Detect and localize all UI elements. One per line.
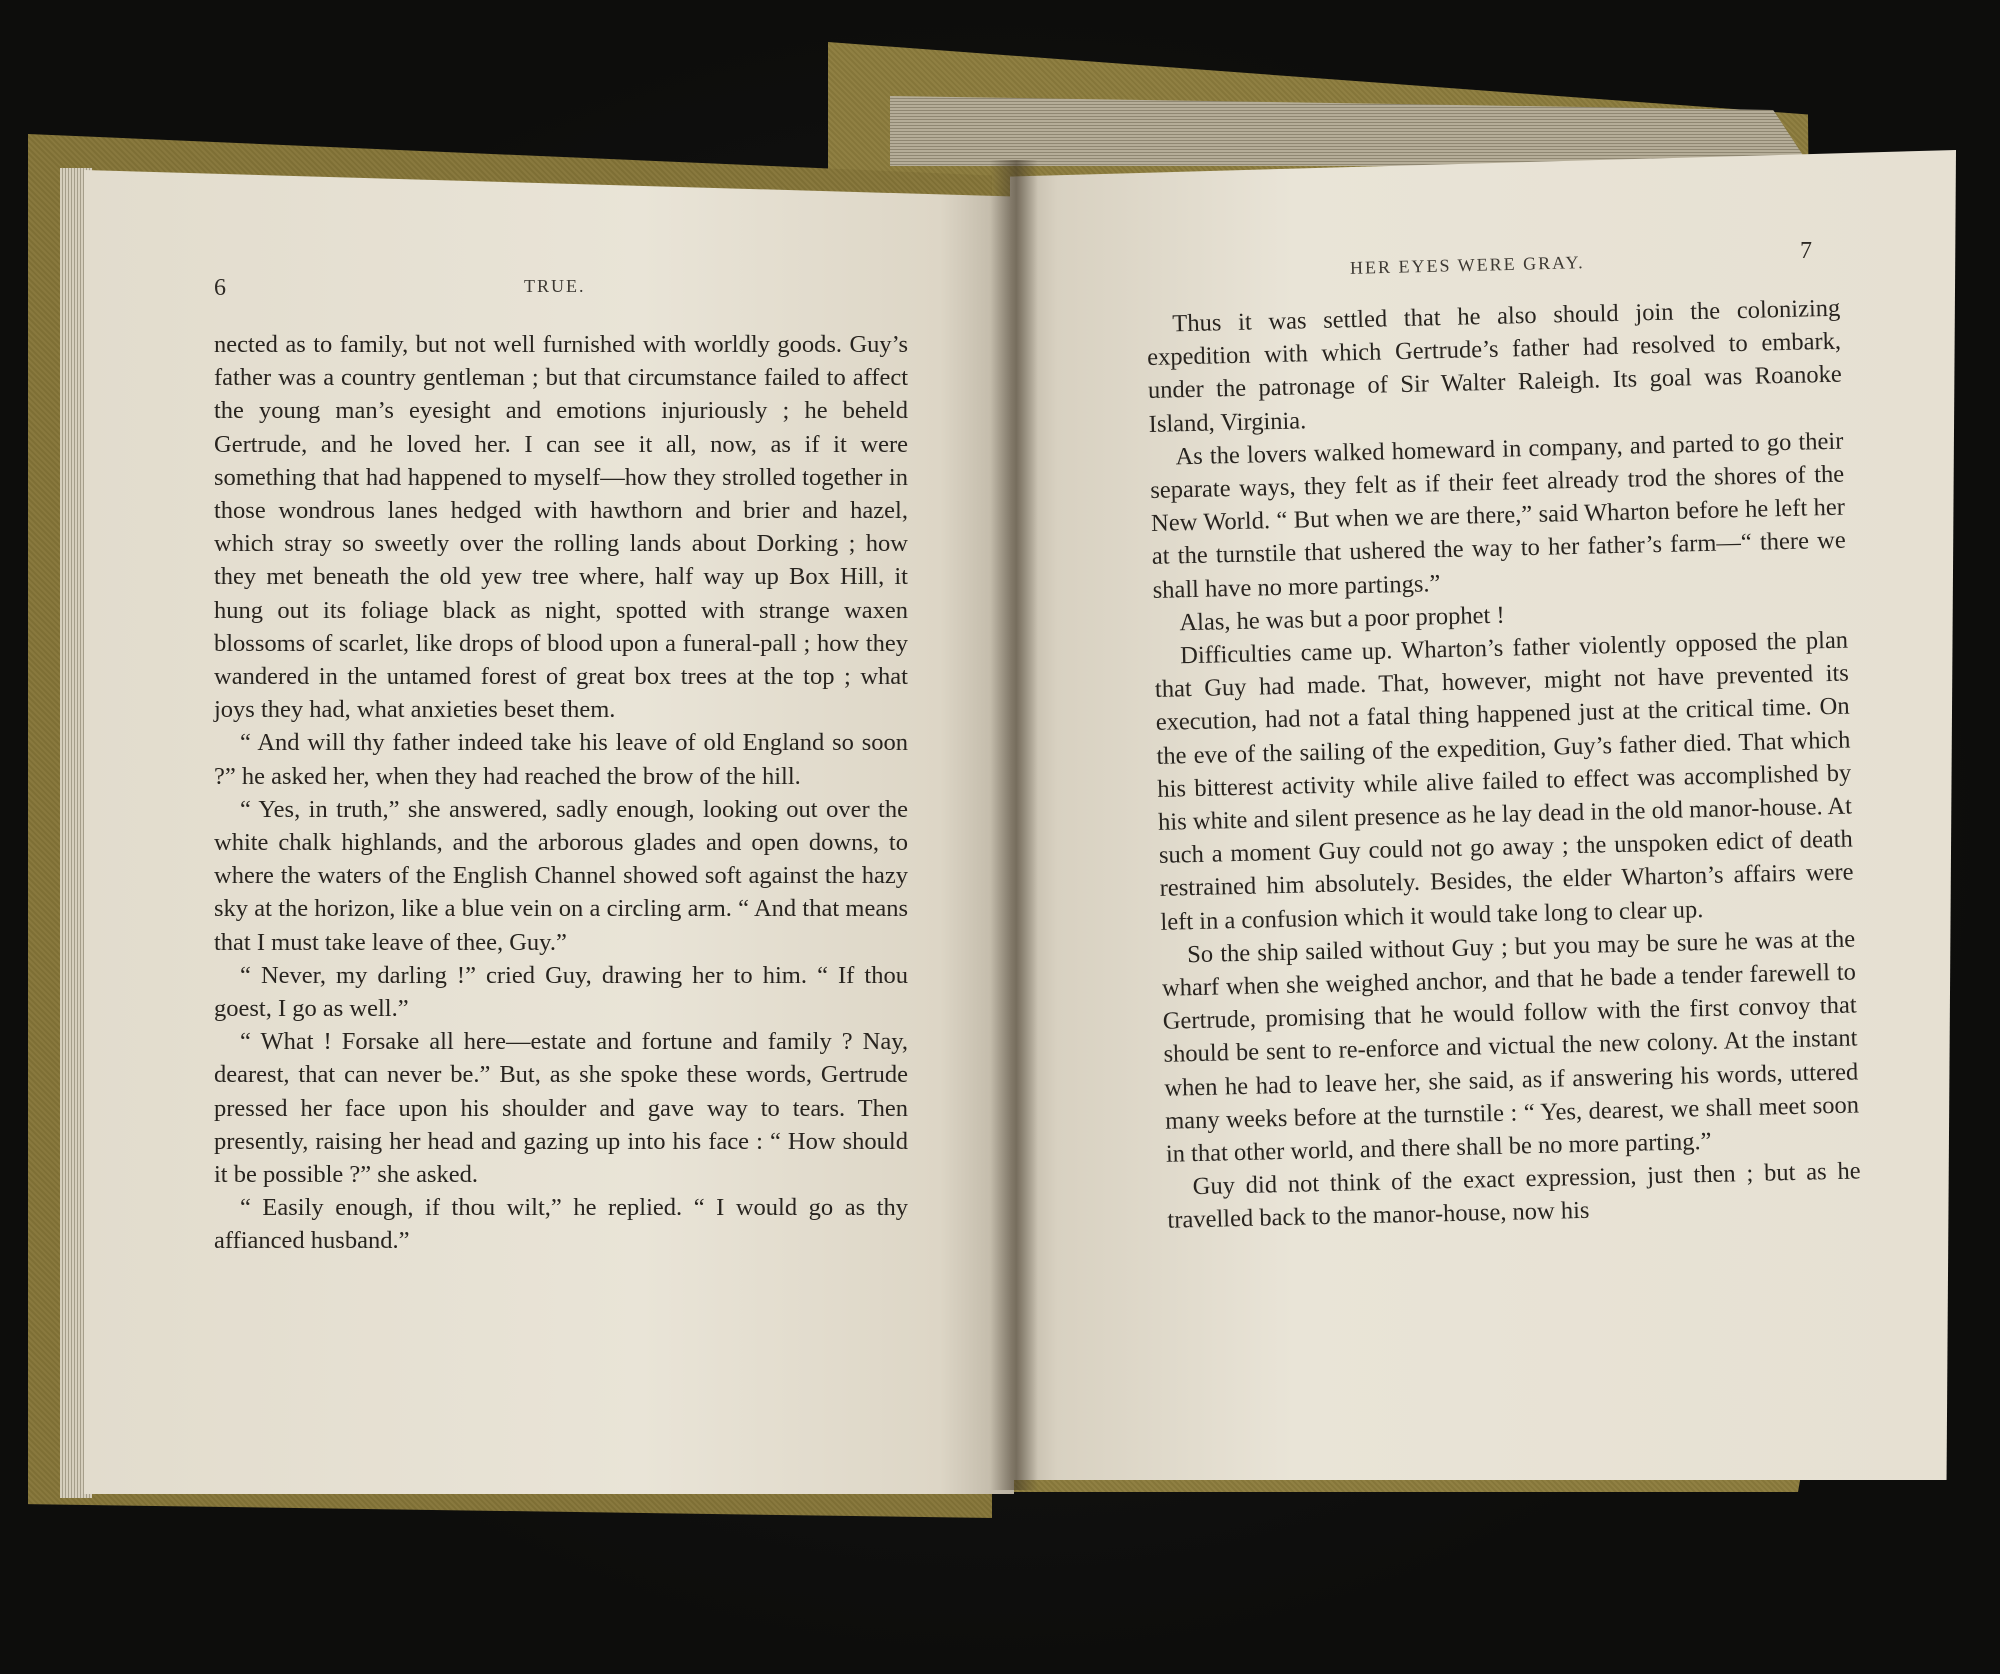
right-paragraph-5: So the ship sailed without Guy ; but you may be sure he was at the wharf when she weighed anchor, and that he bade a tender farewell to Gertrude, promising that he would follow with the first convoy that should be sent to re-enforce and victual the new colony. At the instant when he had to leave her, she said, as if answering his words, uttered many weeks before at the turnstile : “ Yes, dearest, we shall meet soon in that other world, and there shall be no more parting.” bbox=[1161, 925, 1860, 1168]
left-paragraph-2: “ And will thy father indeed take his leave of old England so soon ?” he asked her, when they had reached the brow of the hill. bbox=[214, 729, 908, 790]
left-paragraph-1: nected as to family, but not well furnished with worldly goods. Guy’s father was a country gentleman ; but that circumstance failed to affect the young man’s eyesight and emotions injuriously ; he beheld Gertrude, and he loved her. I can see it all, now, as if it were something that had happened to myself—how they strolled together in those wondrous lanes hedged with hawthorn and brier and hazel, which stray so sweetly over the rolling lands about Dorking ; how they met beneath the old yew tree where, half way up Box Hill, it hung out its foliage black as night, spotted with strange waxen blossoms of scarlet, like drops of blood upon a funeral-pall ; how they wandered in the untamed forest of great box trees at the top ; what joys they had, what anxieties beset them. bbox=[214, 331, 908, 724]
left-paragraph-6: “ Easily enough, if thou wilt,” he replied. “ I would go as thy affianced husband.” bbox=[214, 1194, 908, 1255]
right-page-text bbox=[1146, 292, 1862, 1238]
left-page-number: 6 bbox=[214, 275, 226, 301]
right-paragraph-2: As the lovers walked homeward in company, and parted to go their separate ways, they felt as if their feet already trod the shores of the New World. “ But when we are there,” said Wharton before he left her at the turnstile that ushered the way to her father’s farm—“ there we shall have no more partings.” bbox=[1149, 427, 1846, 604]
left-running-head: TRUE. bbox=[524, 276, 586, 296]
left-paragraph-4: “ Never, my darling !” cried Guy, drawing her to him. “ If thou goest, I go as well.” bbox=[214, 961, 908, 1023]
left-paragraph-3: “ Yes, in truth,” she answered, sadly enough, looking out over the white chalk highlands, and the arborous glades and open downs, to where the waters of the English Channel showed soft against the hazy sky at the horizon, like a blue vein on a circling arm. “ And that means that I must take leave of thee, Guy.” bbox=[214, 795, 908, 956]
right-paragraph-6: Guy did not think of the exact expression, just then ; but as he travelled back to the manor-house, now his bbox=[1167, 1157, 1861, 1235]
left-paragraph-5: “ What ! Forsake all here—estate and fortune and family ? Nay, dearest, that can never be.” But, as she spoke these words, Gertrude pressed her face upon his shoulder and gave way to tears. Then presently, raising her head and gazing up into his face : “ How should it be possible ?” she asked. bbox=[214, 1028, 908, 1189]
book-gutter bbox=[990, 160, 1038, 1490]
right-page-number: 7 bbox=[1800, 238, 1812, 264]
right-paragraph-4: Difficulties came up. Wharton’s father violently opposed the plan that Guy had made. That, however, might not have prevented its execution, had not a fatal thing happened just at the critical time. On the eve of the sailing of the expedition, Guy’s father died. That which his bitterest activity while alive failed to effect was accomplished by his white and silent presence as he lay dead in the old manor-house. At such a moment Guy could not go away ; the unspoken edict of death restrained him absolutely. Besides, the elder Wharton’s affairs were left in a confusion which it would take long to clear up. bbox=[1154, 626, 1854, 936]
right-running-head: HER EYES WERE GRAY. bbox=[1349, 252, 1585, 278]
right-paragraph-3: Alas, he was but a poor prophet ! bbox=[1179, 601, 1505, 637]
right-paragraph-1: Thus it was settled that he also should join the colonizing expedition with which Gertrude’s father had resolved to embark, under the patronage of Sir Walter Raleigh. Its goal was Roanoke Island, Virginia. bbox=[1146, 294, 1843, 438]
left-page-text bbox=[214, 328, 908, 1258]
